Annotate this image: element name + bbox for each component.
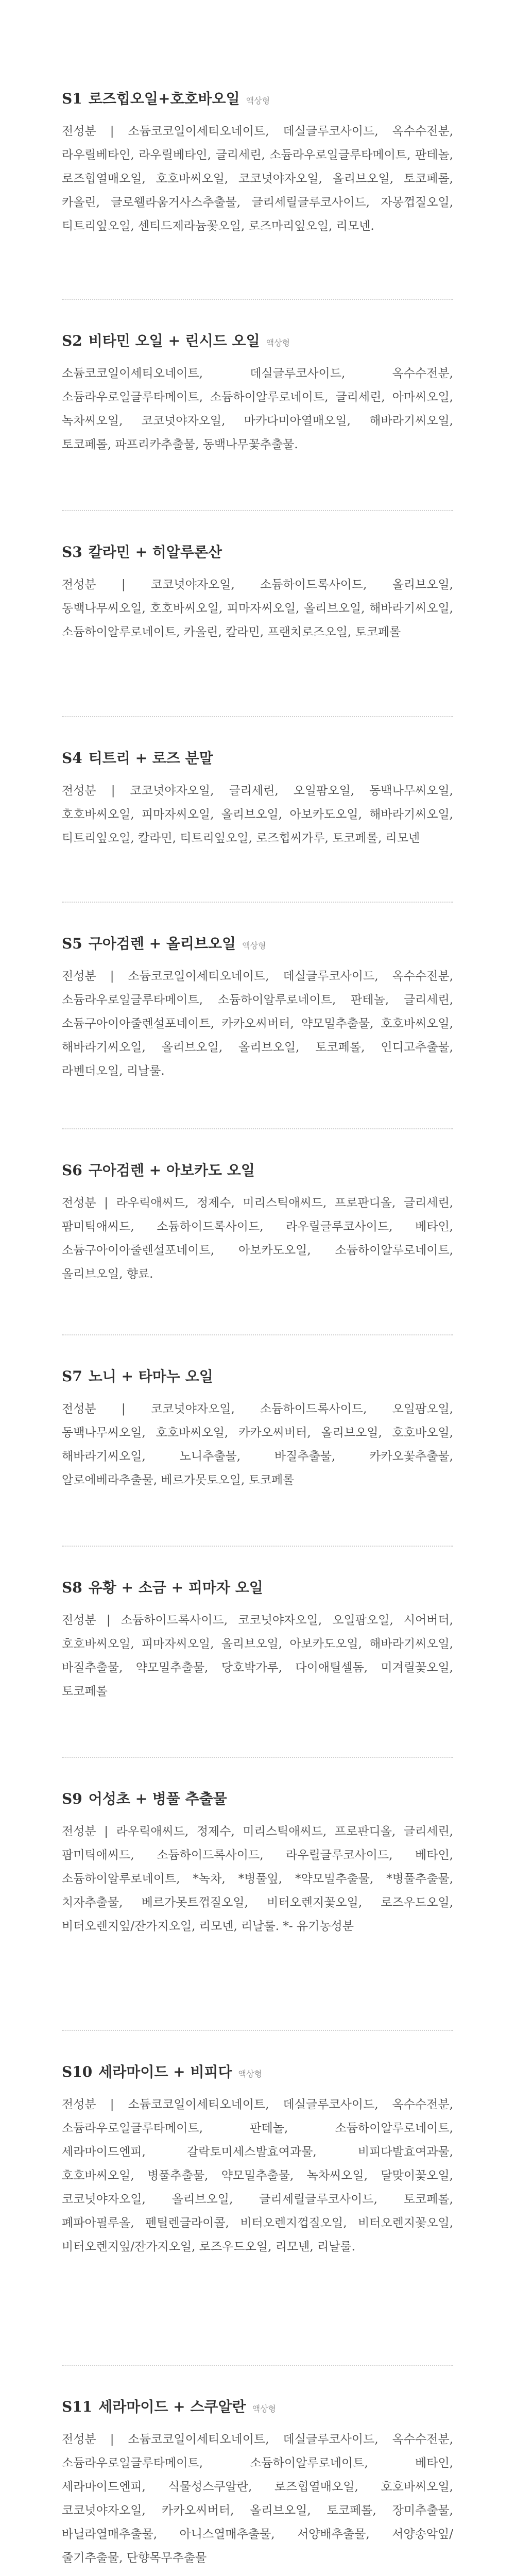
product-name: 어성초 + 병풀 추출물 — [88, 1790, 227, 1807]
section-title — [62, 330, 453, 350]
product-code: S8 — [62, 1579, 82, 1596]
section-title — [62, 2061, 453, 2081]
product-name: 세라마이드 + 스쿠알란 — [98, 2398, 246, 2415]
ingredient-text: 전성분 | 소듐코코일이세티오네이트, 데실글루코사이드, 옥수수전분, 소듐라우로일글루타메이트, 판테놀, 소듐하이알루로네이트, 세라마이드엔피, 갈락토미세스발효여과물, 비피다발효여과물, 호호바씨오일, 병풀추출물, 약모밀추출물, 녹차씨오일, 달맞이꽃오일, 코코넛야자오일, 올리브오일, 글리세릴글루코사이드, 토코페롤, 폐파아필루올, 펜틸렌글라이콜, 비터오렌지껍질오일, 비터오렌지꽃오일, 비터오렌지잎/잔가지오일, 로즈우드오일, 리모넨, 리날룰. — [62, 2098, 453, 2253]
product-code: S9 — [62, 1790, 82, 1807]
product-section-s2 — [62, 330, 453, 456]
section-title — [62, 933, 453, 953]
product-section-s7 — [62, 1365, 453, 1492]
section-divider — [62, 1334, 453, 1335]
ingredient-text: 전성분 | 라우릭애씨드, 정제수, 미리스틱애씨드, 프로판디올, 글리세린, 팜미틱애씨드, 소듐하이드록사이드, 라우릴글루코사이드, 베타인, 소듐구아이아줄렌설포네이트, 아보카도오일, 소듐하이알루로네이트, 올리브오일, 향료. — [62, 1196, 453, 1281]
ingredient-text: 전성분 | 소듐하이드록사이드, 코코넛야자오일, 오일팜오일, 시어버터, 호호바씨오일, 피마자씨오일, 올리브오일, 아보카도오일, 해바라기씨오일, 바질추출물, 약모밀추출물, 당호박가루, 다이애틸셀돔, 미겨릴꽃오일, 토코페롤 — [62, 1614, 453, 1698]
product-code: S2 — [62, 332, 82, 349]
product-code: S10 — [62, 2063, 93, 2080]
section-divider — [62, 716, 453, 717]
product-code: S3 — [62, 544, 82, 561]
section-divider — [62, 1546, 453, 1547]
section-title — [62, 88, 453, 108]
product-code: S5 — [62, 935, 82, 952]
product-name: 칼라민 + 히알루론산 — [88, 544, 222, 561]
product-code: S6 — [62, 1162, 82, 1179]
ingredient-text: 소듐코코일이세티오네이트, 데실글루코사이드, 옥수수전분, 소듐라우로일글루타메이트, 소듐하이알루로네이트, 글리세린, 아마씨오일, 녹차씨오일, 코코넛야자오일, 마카다미아열매오일, 해바라기씨오일, 토코페롤, 파프리카추출물, 동백나무꽃추출물. — [62, 367, 453, 451]
section-divider — [62, 902, 453, 903]
product-name: 로즈힙오일+호호바오일 — [88, 90, 240, 107]
product-name: 유황 + 소금 + 피마자 오일 — [88, 1579, 263, 1596]
product-type-note: 액상형 — [266, 338, 290, 348]
product-section-s3 — [62, 541, 453, 644]
section-divider — [62, 1757, 453, 1758]
section-title — [62, 1159, 453, 1180]
section-title — [62, 541, 453, 562]
product-code: S7 — [62, 1368, 82, 1385]
product-name: 구아검렌 + 올리브오일 — [88, 935, 236, 952]
product-type-note: 액상형 — [242, 941, 266, 951]
ingredient-text: 전성분 | 코코넛야자오일, 소듐하이드록사이드, 올리브오일, 동백나무씨오일, 호호바씨오일, 피마자씨오일, 올리브오일, 해바라기씨오일, 소듐하이알루로네이트, 카올린, 칼라민, 프랜치로즈오일, 토코페롤 — [62, 578, 453, 639]
product-section-s9 — [62, 1788, 453, 1938]
section-divider — [62, 299, 453, 300]
product-name: 노니 + 타마누 오일 — [88, 1368, 213, 1385]
ingredient-text: 전성분 | 코코넛야자오일, 글리세린, 오일팜오일, 동백나무씨오일, 호호바씨오일, 피마자씨오일, 올리브오일, 아보카도오일, 해바라기씨오일, 티트리잎오일, 칼라민, 티트리잎오일, 로즈힙씨가루, 토코페롤, 리모넨 — [62, 784, 453, 845]
product-section-s5 — [62, 933, 453, 1083]
product-code: S1 — [62, 90, 82, 107]
ingredient-text: 전성분 | 코코넛야자오일, 소듐하이드록사이드, 오일팜오일, 동백나무씨오일, 호호바씨오일, 카카오씨버터, 올리브오일, 호호바오일, 해바라기씨오일, 노니추출물, 바질추출물, 카카오꽃추출물, 알로에베라추출물, 베르가못토오일, 토코페롤 — [62, 1402, 453, 1487]
product-type-note: 액상형 — [238, 2069, 262, 2079]
product-name: 비타민 오일 + 린시드 오일 — [88, 332, 260, 349]
product-section-s11 — [62, 2396, 453, 2570]
ingredient-text: 전성분 | 라우릭애씨드, 정제수, 미리스틱애씨드, 프로판디올, 글리세린, 팜미틱애씨드, 소듐하이드록사이드, 라우릴글루코사이드, 베타인, 소듐하이알루로네이트, *녹차, *병풀잎, *약모밀추출물, *병풀추출물, 치자추출물, 베르가못트껍질오일, 비터오렌지꽃오일, 로즈우드오일, 비터오렌지잎/잔가지오일, 리모넨, 리날룰. *- 유기농성분 — [62, 1825, 453, 1933]
product-name: 구아검렌 + 아보카도 오일 — [88, 1162, 255, 1179]
section-title — [62, 1788, 453, 1808]
product-section-s4 — [62, 747, 453, 850]
ingredient-text: 전성분 | 소듐코코일이세티오네이트, 데실글루코사이드, 옥수수전분, 라우릴베타인, 라우릴베타인, 글리세린, 소듐라우로일글루타메이트, 판테놀, 로즈힙열매오일, 호호바씨오일, 코코넛야자오일, 올리브오일, 토코페롤, 카올린, 글로웰라움거사스추출물, 글리세릴글루코사이드, 자몽껍질오일, 티트리잎오일, 센티드제라늄꽃오일, 로즈마리잎오일, 리모넨. — [62, 125, 453, 233]
section-divider — [62, 510, 453, 511]
product-section-s10 — [62, 2061, 453, 2259]
product-type-note: 액상형 — [252, 2404, 276, 2414]
ingredient-text: 전성분 | 소듐코코일이세티오네이트, 데실글루코사이드, 옥수수전분, 소듐라우로일글루타메이트, 소듐하이알루로네이트, 판테놀, 글리세린, 소듐구아이아줄렌설포네이트, 카카오씨버터, 약모밀추출물, 호호바씨오일, 해바라기씨오일, 올리브오일, 올리브오일, 토코페롤, 인디고추출물, 라벤더오일, 리날룰. — [62, 970, 453, 1078]
ingredient-text: 전성분 | 소듐코코일이세티오네이트, 데실글루코사이드, 옥수수전분, 소듐라우로일글루타메이트, 소듐하이알루로네이트, 베타인, 세라마이드엔피, 식물성스쿠알란, 로즈힙열매오일, 호호바씨오일, 코코넛야자오일, 카카오씨버터, 올리브오일, 토코페롤, 장미추출물, 바닐라열매추출물, 아니스열매추출물, 서양배추출물, 서양송악잎/줄기추출물, 단향목무추출물 — [62, 2433, 453, 2565]
product-section-s1 — [62, 88, 453, 238]
product-section-s8 — [62, 1577, 453, 1703]
section-divider — [62, 2365, 453, 2366]
product-name: 티트리 + 로즈 분말 — [88, 750, 213, 767]
section-title — [62, 747, 453, 768]
section-divider — [62, 1128, 453, 1129]
section-title — [62, 1365, 453, 1386]
product-section-s6 — [62, 1159, 453, 1286]
section-title — [62, 1577, 453, 1597]
product-name: 세라마이드 + 비피다 — [98, 2063, 232, 2080]
section-title — [62, 2396, 453, 2416]
product-code: S11 — [62, 2398, 93, 2415]
product-type-note: 액상형 — [246, 96, 270, 106]
product-code: S4 — [62, 750, 82, 767]
section-divider — [62, 2030, 453, 2031]
